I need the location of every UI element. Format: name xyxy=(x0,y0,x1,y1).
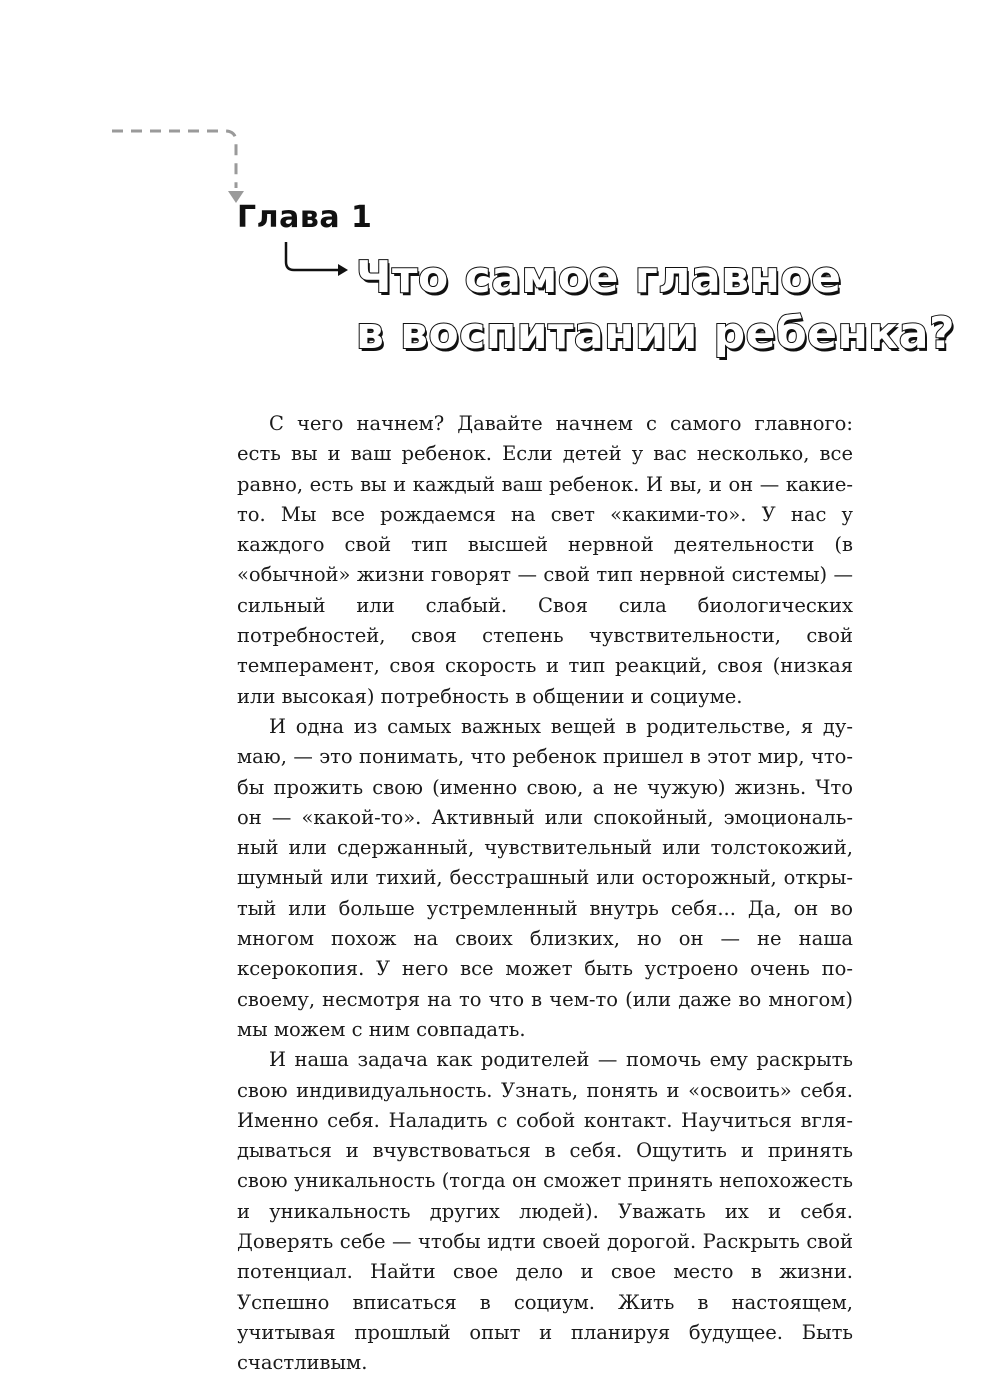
chapter-label: Глава 1 xyxy=(237,200,373,235)
chapter-title-line: Что самое главное xyxy=(356,252,842,303)
chapter-title xyxy=(356,250,955,362)
paragraph: И одна из самых важных вещей в родительстве, я думаю, — это понимать, что ребенок пришел в этот мир, чтобы прожить свою (именно свою, а не чужую) жизнь. Что он — «какой-то». Активный или спокойный, эмоциональный или сдержанный, чувствительный или толстокожий, шумный или тихий, бесстрашный или осторожный, открытый или больше устремленный внутрь себя... Да, он во многом похож на своих близких, но он — не наша ксерокопия. У него все может быть устроено очень по-своему, несмотря на то что в чем-то (или даже во многом) мы можем с ним совпадать. xyxy=(237,714,853,1041)
paragraph: С чего начнем? Давайте начнем с самого главного: есть вы и ваш ребенок. Если детей у вас несколько, все равно, есть вы и каждый ваш ребенок. И вы, и он — какие-то. Мы все рождаемся на свет «какими-то». У нас у каждого свой тип высшей нервной деятельности (в «обычной» жизни говорят — свой тип нервной системы) — сильный или слабый. Своя сила биологических потребностей, своя степень чувствительности, свой темперамент, своя скорость и тип реакций, своя (низкая или высокая) потребность в общении и социуме. xyxy=(237,412,853,708)
hook-arrow-icon xyxy=(282,240,352,290)
body-text xyxy=(237,409,853,1379)
chapter-title-line: в воспитании ребенка? xyxy=(356,308,955,359)
dashed-arrow-icon xyxy=(0,0,1000,260)
paragraph: И наша задача как родителей — помочь ему раскрыть свою индивидуальность. Узнать, понять и «освоить» себя. Именно себя. Наладить с собой контакт. Научиться вглядываться и вчувствоваться в себя. Ощутить и принять свою уникальность (тогда он сможет принять непохожесть и уникальность других людей). Уважать их и себя. Доверять себе — чтобы идти своей дорогой. Раскрыть свой потенциал. Найти свое дело и свое место в жизни. Успешно вписаться в социум. Жить в настоящем, учитывая прошлый опыт и планируя будущее. Быть счастливым. xyxy=(237,1048,853,1375)
